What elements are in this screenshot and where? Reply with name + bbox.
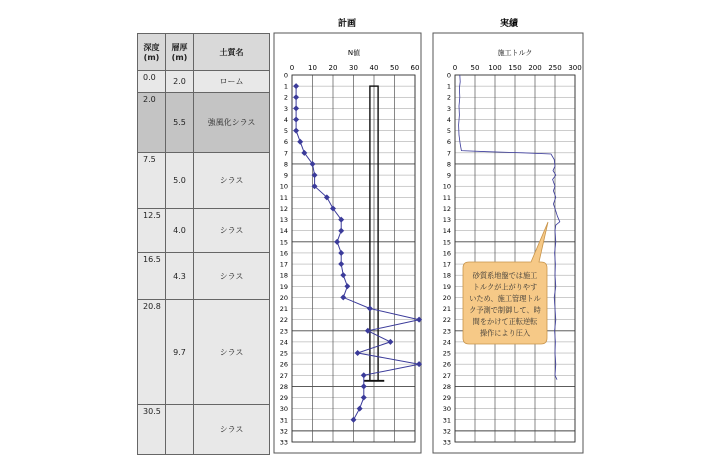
y-tick-label: 21 [279,305,288,314]
y-tick-label: 27 [442,371,451,380]
y-tick-label: 16 [279,249,288,258]
thickness-cell: 9.7 [166,300,194,405]
callout-text: 砂質系地盤では施工 [472,271,538,280]
y-tick-label: 30 [279,405,288,414]
header-thickness: 層厚 (m) [166,34,194,71]
chart-title: 実績 [499,19,519,29]
x-tick-label: 250 [548,64,562,72]
x-tick-label: 50 [390,64,399,72]
y-tick-label: 3 [446,104,451,113]
y-tick-label: 33 [442,438,451,447]
y-tick-label: 22 [442,316,451,325]
y-tick-label: 13 [279,216,288,225]
soil-name-cell: シラス [194,209,270,253]
thickness-cell: 4.3 [166,253,194,300]
y-tick-label: 11 [442,193,451,202]
soil-name-cell: シラス [194,253,270,300]
y-tick-label: 32 [442,427,451,436]
soil-name-cell: シラス [194,300,270,405]
y-tick-label: 24 [442,338,451,347]
y-tick-label: 12 [279,204,288,213]
y-tick-label: 28 [279,382,288,391]
y-tick-label: 17 [442,260,451,269]
y-tick-label: 14 [442,227,451,236]
y-tick-label: 20 [442,293,451,302]
callout-text: 間をかけて正転逆転 [472,317,538,326]
y-tick-label: 15 [442,238,451,247]
y-tick-label: 3 [283,104,288,113]
y-tick-label: 2 [446,93,451,102]
callout-text: いため、施工管理トル [469,294,541,303]
x-tick-label: 30 [349,64,358,72]
x-tick-label: 0 [289,64,295,72]
y-tick-label: 19 [279,282,288,291]
y-tick-label: 11 [279,193,288,202]
y-tick-label: 23 [279,327,288,336]
y-tick-label: 10 [279,182,288,191]
chart-title: 計画 [337,19,357,29]
soil-name-cell: シラス [194,153,270,209]
y-tick-label: 31 [442,416,451,425]
y-tick-label: 18 [279,271,288,280]
y-tick-label: 9 [446,171,451,180]
y-tick-label: 26 [442,360,451,369]
y-tick-label: 24 [279,338,288,347]
y-tick-label: 6 [446,138,451,147]
callout-text: トルクが上がりやす [472,282,538,292]
y-tick-label: 4 [446,115,451,124]
y-tick-label: 7 [283,149,288,158]
y-tick-label: 29 [442,394,451,403]
x-tick-label: 10 [308,64,317,72]
x-axis-label: 施工トルク [497,49,533,57]
y-tick-label: 15 [279,238,288,247]
y-tick-label: 13 [442,216,451,225]
x-tick-label: 40 [369,64,379,72]
y-tick-label: 19 [442,282,451,291]
y-tick-label: 9 [283,171,288,180]
y-tick-label: 7 [446,149,451,158]
y-tick-label: 2 [283,93,288,102]
y-tick-label: 0 [283,71,288,80]
y-tick-label: 33 [279,438,288,447]
callout-text: ク予測で制御して、時 [469,305,541,315]
y-tick-label: 25 [442,349,451,358]
thickness-cell: 4.0 [166,209,194,253]
y-tick-label: 8 [283,160,288,169]
x-tick-label: 20 [328,64,338,72]
y-tick-label: 23 [442,327,451,336]
thickness-cell: 5.5 [166,93,194,153]
x-tick-label: 150 [508,64,522,72]
x-axis-label: N値 [347,49,361,57]
y-tick-label: 4 [283,115,288,124]
y-tick-label: 28 [442,382,451,391]
x-tick-label: 50 [470,64,480,72]
header-depth: 深度 (m) [138,34,166,71]
y-tick-label: 5 [446,127,451,136]
y-tick-label: 0 [446,71,451,80]
y-tick-label: 8 [446,160,451,169]
depth-cell: 20.8 [138,300,166,405]
y-tick-label: 10 [442,182,451,191]
depth-cell: 7.5 [138,153,166,209]
y-tick-label: 22 [279,316,288,325]
y-tick-label: 17 [279,260,288,269]
y-tick-label: 16 [442,249,451,258]
y-tick-label: 1 [283,82,288,91]
y-tick-label: 12 [442,204,451,213]
x-tick-label: 0 [452,64,458,72]
soil-name-cell: ローム [194,71,270,93]
depth-cell: 30.5 [138,405,166,455]
chart-frame [433,33,583,453]
depth-cell: 2.0 [138,93,166,153]
y-tick-label: 32 [279,427,288,436]
x-tick-label: 100 [488,64,502,72]
callout-text: 操作により圧入 [479,328,531,338]
x-tick-label: 300 [568,64,582,72]
y-tick-label: 1 [446,82,451,91]
y-tick-label: 6 [283,138,288,147]
y-tick-label: 25 [279,349,288,358]
soil-name-cell: シラス [194,405,270,455]
depth-cell: 16.5 [138,253,166,300]
x-tick-label: 60 [410,64,420,72]
y-tick-label: 18 [442,271,451,280]
x-tick-label: 200 [528,64,542,72]
y-tick-label: 27 [279,371,288,380]
y-tick-label: 14 [279,227,288,236]
depth-cell: 12.5 [138,209,166,253]
thickness-cell: 5.0 [166,153,194,209]
y-tick-label: 5 [283,127,288,136]
y-tick-label: 30 [442,405,451,414]
y-tick-label: 26 [279,360,288,369]
header-soil-name: 土質名 [194,34,270,71]
y-tick-label: 31 [279,416,288,425]
thickness-cell: 2.0 [166,71,194,93]
y-tick-label: 29 [279,394,288,403]
y-tick-label: 20 [279,293,288,302]
y-tick-label: 21 [442,305,451,314]
depth-cell: 0.0 [138,71,166,93]
soil-name-cell: 強風化シラス [194,93,270,153]
